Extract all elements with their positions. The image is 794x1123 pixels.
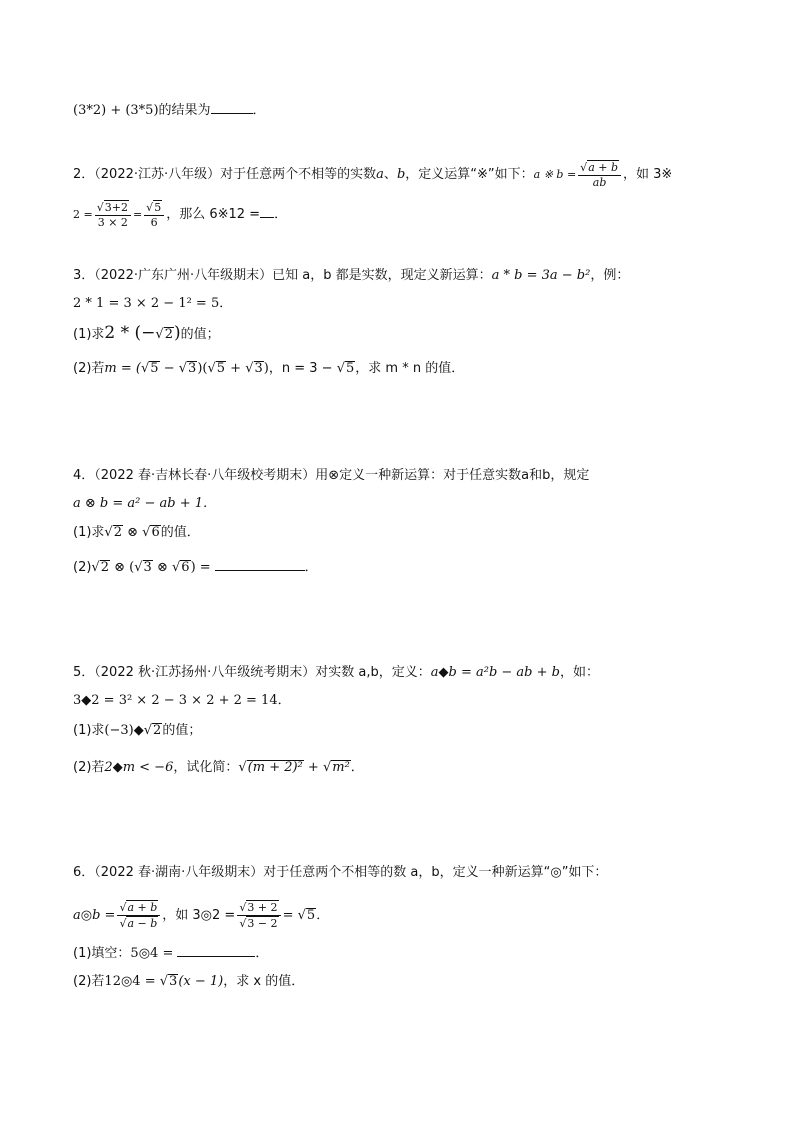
question-number: 4． bbox=[73, 468, 95, 483]
period: ． bbox=[350, 760, 364, 775]
example: 3◆2 = 3² × 2 − 3 × 2 + 2 = 14． bbox=[73, 693, 291, 708]
paren: ) bbox=[174, 323, 181, 343]
sqrt-radicand: m² bbox=[332, 760, 350, 775]
operator: − bbox=[159, 361, 179, 376]
operator: ⊗ bbox=[152, 560, 172, 575]
condition: 2◆m < −6 bbox=[104, 760, 174, 775]
definition-lhs: a◎b = bbox=[73, 908, 116, 923]
variable-b: b bbox=[396, 167, 406, 182]
answer-blank[interactable] bbox=[215, 556, 305, 571]
question-number: 3． bbox=[73, 268, 95, 283]
question-text: 的值； bbox=[162, 723, 202, 738]
sqrt-radicand: 5 bbox=[154, 201, 162, 214]
expression: (x − 1) bbox=[178, 974, 224, 989]
sqrt-radicand: 3 − 2 bbox=[247, 917, 278, 930]
q4-definition bbox=[73, 493, 216, 515]
period: ． bbox=[316, 908, 330, 923]
example-fraction: $\frac{√3 + 2}{√3 - 2}$ bbox=[237, 900, 280, 931]
sqrt-radicand: 2 bbox=[113, 525, 122, 540]
question-text: ，那么 6※12 = bbox=[166, 207, 261, 222]
definition: a◆b = a²b − ab + b bbox=[430, 665, 560, 680]
definition-fraction: $\frac{√a + b}{√a - b}$ bbox=[117, 900, 160, 931]
question-text: ，如 3※ bbox=[623, 167, 673, 182]
question-source: （2022 春·湖南·八年级期末） bbox=[94, 865, 264, 880]
example: 2 * 1 = 3 × 2 − 1² = 5． bbox=[73, 296, 233, 311]
part-label: (2) bbox=[73, 560, 92, 575]
fraction-denominator: ab bbox=[592, 176, 607, 189]
sqrt-radicand: 3 bbox=[143, 560, 152, 575]
period: ． bbox=[274, 207, 288, 222]
q3-part-2: (2)若m = (√5 − √3)(√5 + √3)，n = 3 − √5，求 m * n 的值． bbox=[73, 361, 465, 376]
q6-part-2: (2)若12◎4 = √3(x − 1)，求 x 的值． bbox=[73, 974, 305, 989]
question-text: ，求 m * n 的值． bbox=[355, 361, 465, 376]
expression: m = ( bbox=[104, 361, 141, 376]
question-text: ，试化简： bbox=[173, 760, 239, 775]
sqrt-radicand: 5 bbox=[306, 908, 316, 923]
q5-line-1 bbox=[73, 662, 599, 684]
example-fraction-2: $\frac{√5}{6}$ bbox=[144, 200, 164, 229]
q3-line-1 bbox=[73, 265, 629, 287]
operator: ⊗ ( bbox=[110, 560, 135, 575]
definition: a ⊗ b = a² − ab + 1． bbox=[73, 496, 217, 511]
question-text: 的值． bbox=[160, 525, 200, 540]
sqrt-radicand: 5 bbox=[346, 361, 355, 376]
equals: = bbox=[132, 208, 143, 221]
definition: a * b = 3a − b² bbox=[491, 268, 591, 283]
question-number: 5． bbox=[73, 665, 95, 680]
question-source: （2022·广东广州·八年级期末） bbox=[94, 268, 273, 283]
q4-part-2: (2)√2 ⊗ (√3 ⊗ √6) = ． bbox=[73, 556, 318, 579]
part-label: (2)若 bbox=[73, 974, 105, 989]
sqrt-radicand: 2 bbox=[153, 723, 162, 738]
question-text: ，求 x 的值． bbox=[223, 974, 305, 989]
q2-line-2 bbox=[73, 200, 287, 229]
question-source: （2022 秋·江苏扬州·八年级统考期末） bbox=[94, 665, 316, 680]
question-text: 对实数 a,b，定义： bbox=[315, 665, 431, 680]
example-fraction: $\frac{√3+2}{3 \times 2}$ bbox=[95, 200, 131, 229]
q5-part-1: (1)求(−3)◆√2的值； bbox=[73, 723, 202, 738]
part-label: (1)求 bbox=[73, 723, 105, 738]
operator: + bbox=[303, 760, 323, 775]
expression: 2 * (− bbox=[104, 323, 156, 343]
definition-lhs: a ※ b = bbox=[533, 168, 577, 181]
separator: 、 bbox=[383, 167, 397, 182]
q2-line-1 bbox=[73, 160, 672, 189]
question-number: 2． bbox=[73, 167, 95, 182]
part-label: (2)若 bbox=[73, 361, 105, 376]
sqrt-radicand: 3 bbox=[188, 361, 197, 376]
question-text: ，如： bbox=[559, 665, 599, 680]
sqrt-radicand: 3 bbox=[169, 974, 178, 989]
question-source: （2022 春·吉林长春·八年级校考期末） bbox=[94, 468, 316, 483]
intro-line bbox=[73, 99, 266, 122]
q6-part-1 bbox=[73, 942, 268, 965]
question-text: 用⊗定义一种新运算：对于任意实数a和b，规定 bbox=[315, 468, 590, 483]
sqrt-radicand: 5 bbox=[216, 361, 226, 376]
expression: 5◎4 = bbox=[130, 946, 174, 961]
period: ． bbox=[252, 103, 266, 118]
q6-definition: a◎b = $\frac{√a + b}{√a - b}$ ，如 3◎2 = $\frac{√3 + 2}{√3 - 2}$ = √5． bbox=[73, 901, 330, 930]
expression: 12◎4 = bbox=[104, 974, 160, 989]
q4-part-1: (1)求√2 ⊗ √6的值． bbox=[73, 525, 200, 540]
intro-text: 的结果为 bbox=[158, 103, 211, 118]
period: ． bbox=[255, 946, 269, 961]
expression: (−3)◆ bbox=[104, 723, 144, 738]
sqrt-radicand: 6 bbox=[151, 525, 160, 540]
sqrt-radicand: 2 bbox=[164, 327, 173, 342]
part-label: (1)求 bbox=[73, 525, 105, 540]
sqrt-radicand: a + b bbox=[588, 161, 618, 174]
question-text: 已知 a，b 都是实数，现定义新运算： bbox=[272, 268, 492, 283]
sqrt-radicand: 3 + 2 bbox=[247, 901, 278, 914]
question-text: ，定义运算“※”如下： bbox=[405, 167, 534, 182]
sqrt-radicand: a + b bbox=[127, 901, 158, 914]
variable-a: a bbox=[376, 167, 384, 182]
sqrt-radicand: 2 bbox=[100, 560, 109, 575]
answer-blank[interactable] bbox=[177, 942, 255, 957]
question-text: 的值； bbox=[180, 327, 220, 342]
question-text: ，如 3◎2 = bbox=[162, 908, 236, 923]
part-label: (1)求 bbox=[73, 327, 105, 342]
expression: ，n = 3 − bbox=[268, 361, 337, 376]
question-text: 对于任意两个不相等的实数 bbox=[220, 167, 377, 182]
operator: + bbox=[226, 361, 246, 376]
equals: = bbox=[282, 908, 294, 923]
question-source: （2022·江苏·八年级） bbox=[94, 167, 221, 182]
q3-part-1: (1)求2 * (−√2)的值； bbox=[73, 323, 220, 343]
example-lhs: 2 = bbox=[73, 208, 93, 221]
q6-line-1 bbox=[73, 862, 607, 884]
equals: ) = bbox=[190, 560, 211, 575]
sqrt-radicand: 3+2 bbox=[104, 201, 128, 214]
sqrt-radicand: 6 bbox=[181, 560, 190, 575]
definition-fraction: $\frac{√a + b}{ab}$ bbox=[578, 160, 621, 189]
period: ． bbox=[304, 560, 318, 575]
fraction-denominator: 6 bbox=[150, 216, 158, 229]
sqrt-radicand: 3 bbox=[254, 361, 263, 376]
sqrt-radicand: (m + 2)² bbox=[247, 760, 303, 775]
q3-example bbox=[73, 293, 232, 315]
part-label: (1)填空： bbox=[73, 946, 131, 961]
answer-blank[interactable] bbox=[211, 99, 253, 114]
paren: )( bbox=[197, 361, 208, 376]
question-text: 对于任意两个不相等的数 a，b，定义一种新运算“◎”如下： bbox=[263, 865, 608, 880]
intro-expression: (3*2) + (3*5) bbox=[73, 103, 159, 118]
part-label: (2)若 bbox=[73, 760, 105, 775]
operator: ⊗ bbox=[123, 525, 143, 540]
paren: ) bbox=[263, 361, 269, 376]
q5-part-2: (2)若2◆m < −6，试化简：√(m + 2)² + √m²． bbox=[73, 760, 364, 775]
sqrt-radicand: a − b bbox=[127, 917, 158, 930]
question-text: ，例： bbox=[590, 268, 630, 283]
fraction-denominator: 3 × 2 bbox=[97, 216, 128, 229]
q5-example bbox=[73, 690, 291, 712]
answer-blank[interactable] bbox=[260, 203, 274, 218]
question-number: 6． bbox=[73, 865, 95, 880]
q4-line-1 bbox=[73, 465, 589, 487]
sqrt-radicand: 5 bbox=[150, 361, 159, 376]
